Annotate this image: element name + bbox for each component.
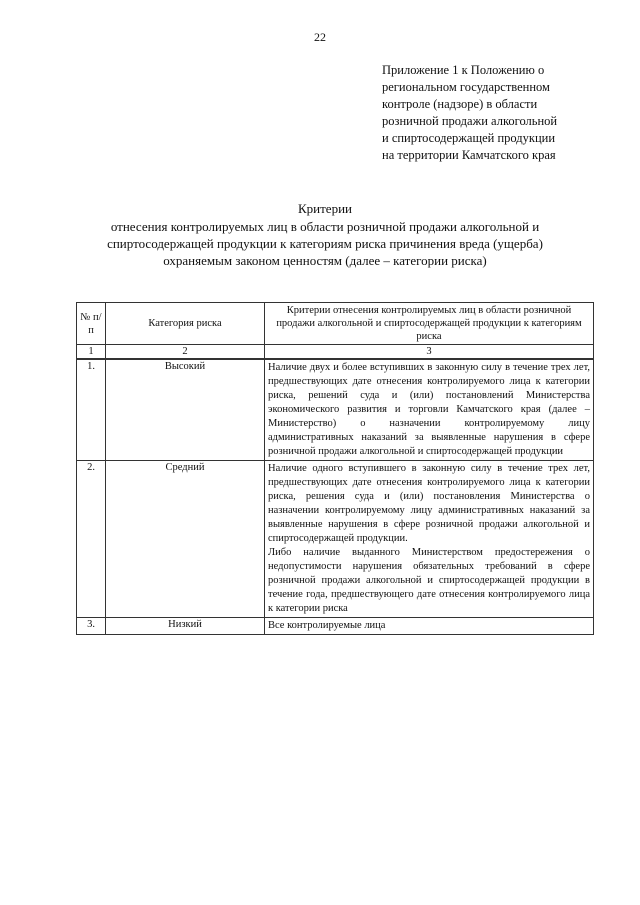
column-number: 2 [106, 345, 265, 360]
header-category: Категория риска [106, 303, 265, 345]
column-number: 3 [265, 345, 594, 360]
appendix-line: Приложение 1 к Положению о [382, 63, 545, 77]
risk-category: Высокий [106, 359, 265, 461]
appendix-line: и спиртосодержащей продукции [382, 131, 556, 145]
risk-criteria [265, 359, 594, 461]
appendix-line: региональном государственном [382, 80, 550, 94]
column-number-row [77, 345, 594, 360]
appendix-note [382, 62, 596, 164]
page-number: 22 [314, 30, 326, 44]
risk-criteria [265, 618, 594, 635]
row-number: 1. [77, 359, 106, 461]
title-line: отнесения контролируемых лиц в области розничной продажи алкогольной и [110, 219, 540, 234]
row-number: 2. [77, 461, 106, 618]
table-row [77, 359, 594, 461]
row-number: 3. [77, 618, 106, 635]
risk-criteria-table [76, 302, 594, 635]
document-title [60, 200, 590, 269]
risk-category: Средний [106, 461, 265, 618]
title-line: спиртосодержащей продукции к категориям риска причинения вреда (ущерба) [107, 236, 543, 251]
title-line: охраняемым законом ценностям (далее – категории риска) [163, 253, 487, 268]
table-row [77, 618, 594, 635]
appendix-line: розничной продажи алкогольной [382, 114, 558, 128]
appendix-line: на территории Камчатского края [382, 148, 556, 162]
criteria-paragraph: Либо наличие выданного Министерством предостережения о недопустимости нарушения обязательных требований в сфере розничной продажи алкогольной и спиртосодержащей продукции в течение года, предшествующего дате отнесения контролируемого лица к категории риска [268, 547, 590, 614]
risk-criteria [265, 461, 594, 618]
table-body [77, 359, 594, 635]
criteria-paragraph: Все контролируемые лица [268, 620, 386, 631]
header-criteria: Критерии отнесения контролируемых лиц в области розничной продажи алкогольной и спиртосодержащей продукции к категориям риска [265, 303, 594, 345]
criteria-paragraph: Наличие одного вступившего в законную силу в течение трех лет, предшествующих дате отнесения контролируемого лица к категории риска, решения суда и (или) постановления Министерства о назначении контролируемому лицу административных наказаний за выявленные нарушения в сфере розничной продажи алкогольной и спиртосодержащей продукции. [268, 463, 590, 544]
column-number: 1 [77, 345, 106, 360]
appendix-line: контроле (надзоре) в области [382, 97, 538, 111]
criteria-paragraph: Наличие двух и более вступивших в законную силу в течение трех лет, предшествующих дате отнесения контролируемого лица к категории риска, решений суда и (или) постановлений Министерства экономического развития и торговли Камчатского края (далее – Министерство) о назначении контролируемому лицу административных наказаний за выявленные нарушения в сфере розничной продажи алкогольной и спиртосодержащей продукции [268, 362, 590, 457]
risk-category: Низкий [106, 618, 265, 635]
table-row [77, 461, 594, 618]
title-heading: Критерии [298, 201, 352, 216]
table-header-row [77, 303, 594, 345]
header-num: № п/п [77, 303, 106, 345]
